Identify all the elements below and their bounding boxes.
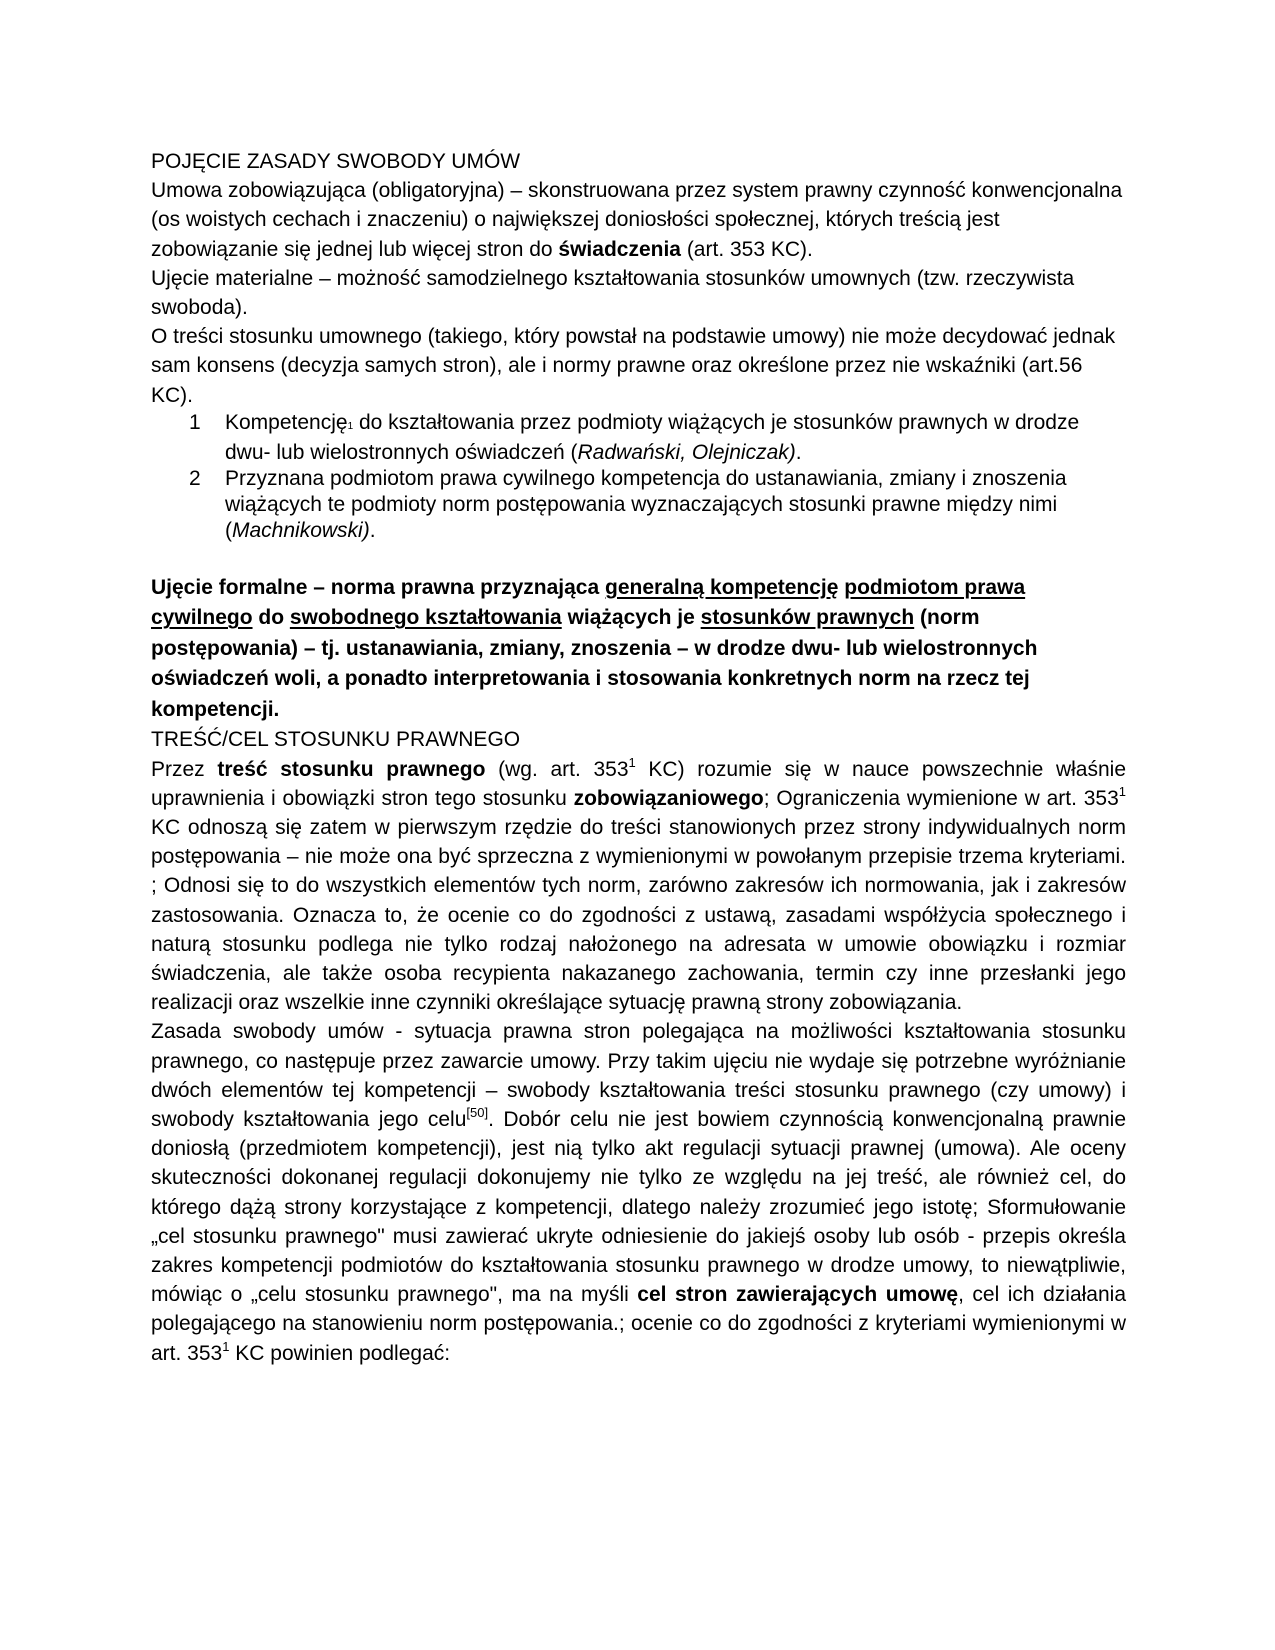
text: Zasada swobody umów - sytuacja prawna stron polegająca na możliwości kształtowania stosunku prawnego, co następuje przez zawarcie umowy. Przy takim ujęciu nie wydaje się potrzebne wyróżnianie dwóch elementów tej kompetencji – swobody kształtowania treści stosunku prawnego (czy umowy) i swobody kształtowania jego celu — [151, 1020, 1126, 1131]
text: (norm postępowania) – tj. ustanawiania, zmiany, znoszenia – w drodze dwu- lub wielostronnych oświadczeń woli, a ponadto interpretowania i stosowania konkretnych norm na rzecz tej kompetencji. — [151, 606, 1038, 721]
paragraph-tresc-stosunku-prawnego — [151, 755, 1126, 1018]
text: . — [795, 440, 802, 464]
document-page — [151, 147, 1126, 1368]
numbered-list — [151, 410, 1126, 544]
text: , cel ich działania polegającego na stanowieniu norm postępowania.; ocenie co do zgodności z kryteriami wymienionymi w art. 353 — [151, 1283, 1127, 1365]
heading-pojecie: POJĘCIE ZASADY SWOBODY UMÓW — [151, 150, 521, 173]
list-number: 1 — [189, 410, 201, 434]
text: (art. 353 KC). — [680, 237, 813, 261]
underlined-term: swobodnego kształtowania — [289, 606, 562, 630]
text: KC odnoszą się zatem w pierwszym rzędzie do treści stanowionych przez strony indywidualnych norm postępowania – nie może ona być sprzeczna z wymienionymi w powołanym przepisie trzema kryteriami. ; Odnosi się to do wszystkich elementów tych norm, zarówno zakresów ich normowania, jak i zakresów zastosowania. Oznacza to, że ocenie co do zgodności z ustawą, zasadami współżycia społecznego i naturą stosunku podlega nie tylko rodzaj nałożonego na adresata w umowie obowiązku i rozmiar świadczenia, ale także osoba recypienta nakazanego zachowania, termin czy inne przesłanki jego realizacji oraz wszelkie inne czynniki określające sytuację prawną strony zobowiązania. — [151, 815, 1126, 1015]
bold-term: zobowiązaniowego — [573, 786, 764, 810]
footnote-marker: 1 — [347, 420, 354, 432]
text: do — [252, 606, 290, 630]
list-item — [151, 410, 1126, 466]
text: Umowa zobowiązująca (obligatoryjna) – skonstruowana przez system prawny czynność konwencjonalna (os woistych cechach i znaczeniu) o największej doniosłości społecznej, których treścią jest zobowiązanie się jednej lub więcej stron do — [151, 179, 1123, 261]
text: KC) rozumie się w nauce powszechnie właśnie uprawnienia i obowiązki stron tego stosunku — [151, 757, 1126, 810]
text: KC powinien podlegać: — [229, 1341, 451, 1365]
text: Przyznana podmiotom prawa cywilnego kompetencja do ustanawiania, zmiany i znoszenia wiążących te podmioty norm postępowania wyznaczających stosunki prawne między nimi ( — [225, 466, 1067, 542]
heading-tresc-cel: TREŚĆ/CEL STOSUNKU PRAWNEGO — [151, 728, 521, 752]
bold-term: cel stron zawierających umowę — [637, 1283, 959, 1307]
bold-term: treść stosunku prawnego — [217, 757, 486, 781]
superscript: 1 — [628, 754, 636, 770]
paragraph-ujecie-formalne — [151, 573, 1126, 726]
bold-term: świadczenia — [558, 237, 681, 261]
text: do kształtowania przez podmioty wiążących je stosunków prawnych w drodze dwu- lub wielostronnych oświadczeń ( — [225, 410, 1080, 464]
text: Przez — [151, 757, 218, 781]
paragraph-umowa — [151, 176, 1126, 264]
text: wiążących je — [561, 606, 701, 630]
text: (wg. art. 353 — [485, 757, 629, 781]
paragraph-zasada-swobody — [151, 1017, 1126, 1367]
text: . — [369, 518, 376, 542]
italic-citation: Machnikowski) — [232, 518, 370, 542]
text: Kompetencję — [225, 410, 348, 434]
superscript: 1 — [1118, 783, 1126, 799]
paragraph-ujecie-materialne: Ujęcie materialne – możność samodzielnego kształtowania stosunków umownych (tzw. rzeczywista swoboda). — [151, 266, 1075, 320]
text: ; Ograniczenia wymienione w art. 353 — [763, 786, 1119, 810]
reference-marker: [50] — [466, 1104, 489, 1120]
text: . Dobór celu nie jest bowiem czynnością konwencjonalną prawnie doniosłą (przedmiotem kompetencji), jest nią tylko akt regulacji sytuacji prawnej (umowa). Ale oceny skuteczności dokonanej regulacji dokonujemy nie tylko ze względu na jej treść, ale również cel, do którego dążą strony korzystające z kompetencji, dlatego należy zrozumieć jego istotę; Sformułowanie „cel stosunku prawnego" musi zawierać ukryte odniesienie do jakiejś osoby lub osób - przepis określa zakres kompetencji podmiotów do kształtowania stosunku prawnego w drodze umowy, to niewątpliwie, mówiąc o „celu stosunku prawnego", ma na myśli — [151, 1107, 1127, 1307]
underlined-term: stosunków prawnych — [700, 606, 915, 630]
underlined-term: podmiotom prawa cywilnego — [151, 575, 1026, 630]
superscript: 1 — [222, 1338, 230, 1354]
italic-citation: Radwański, Olejniczak) — [577, 440, 796, 464]
text: Ujęcie formalne – norma prawna przyznająca — [151, 575, 606, 599]
paragraph-tresc-stosunku: O treści stosunku umownego (takiego, który powstał na podstawie umowy) nie może decydować jednak sam konsens (decyzja samych stron), ale i normy prawne oraz określone przez nie wskaźniki (art.56 KC). — [151, 325, 1116, 407]
underlined-term: generalną kompetencję — [605, 575, 839, 599]
list-item — [151, 466, 1126, 544]
list-number: 2 — [189, 466, 201, 490]
